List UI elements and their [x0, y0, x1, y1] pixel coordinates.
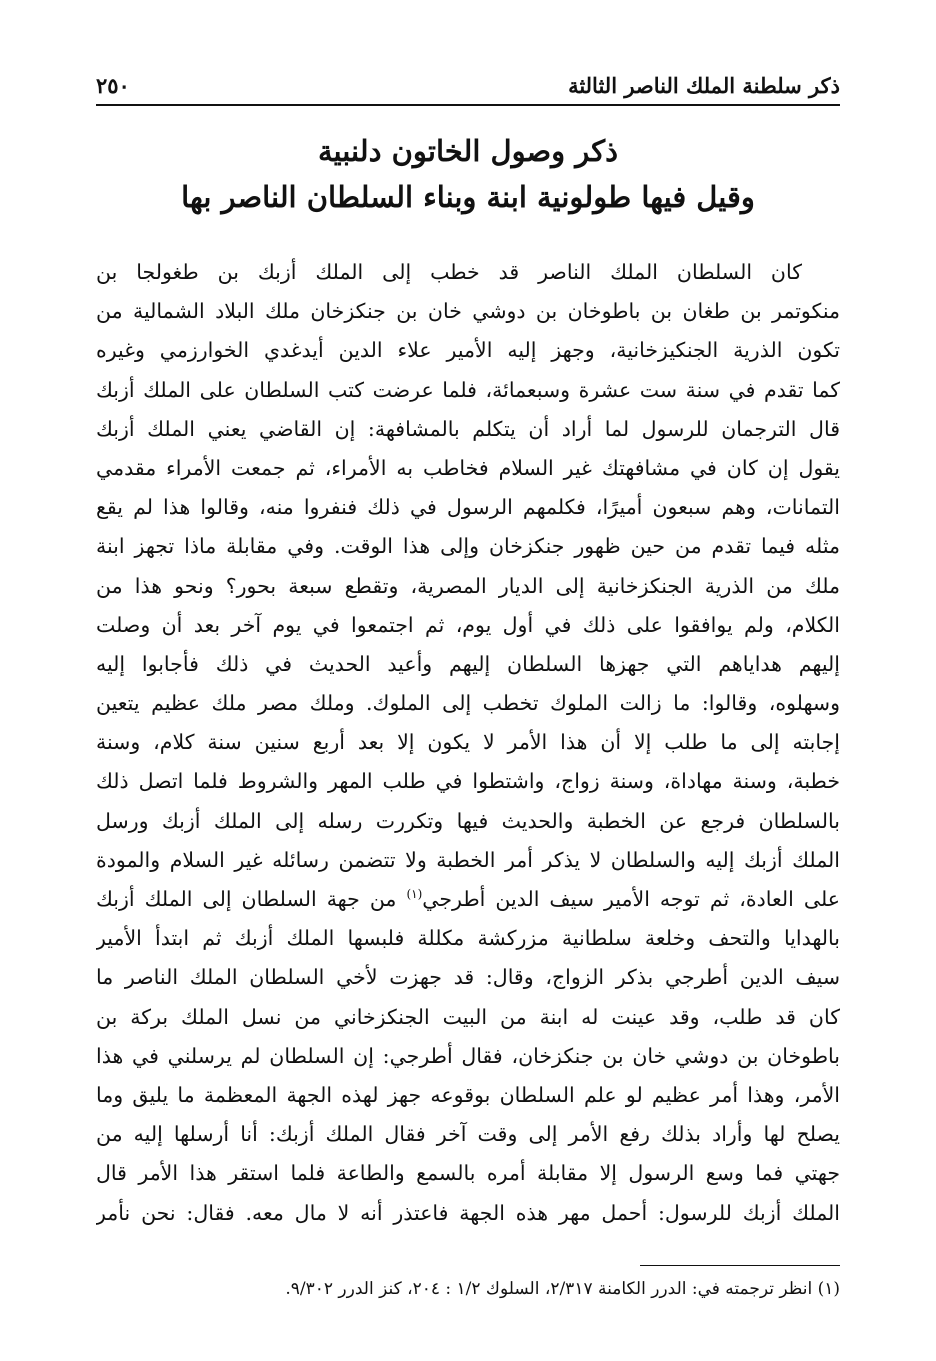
text-line: كان السلطان الملك الناصر قد خطب إلى الملك أزبك بن طغولجا بن: [96, 260, 802, 284]
text-line: بالسلطان فرجع عن الخطبة والحديث فيها وتكررت رسله إلى الملك أزبك ورسل: [96, 808, 840, 833]
running-header: [96, 66, 840, 106]
text-segment: على العادة، ثم توجه الأمير سيف الدين أطرجي: [422, 887, 840, 911]
text-line: وسهلوه، وقالوا: ما زالت الملوك تخطب إلى الملوك. وملك مصر ملك عظيم يتعين: [96, 691, 840, 716]
page-number: ٢٥٠: [96, 73, 130, 98]
heading-line-2: وقيل فيها طولونية ابنة وبناء السلطان الناصر بها: [181, 180, 755, 214]
text-line: خطبة، وسنة مهاداة، وسنة زواج، واشتطوا في طلب المهر والشروط فلما اتصل ذلك: [96, 769, 840, 794]
text-line: كان قد طلب، وقد عينت له ابنة من البيت الجنكزخاني من نسل الملك بركة بن: [96, 1004, 840, 1029]
header-title: ذكر سلطنة الملك الناصر الثالثة: [568, 73, 840, 98]
text-line: التمانات، وهم سبعون أميرًا، فكلمهم الرسول في ذلك فنفروا منه، وقالوا هذا لم يقع: [96, 495, 840, 520]
text-line: إجابته إلى ما طلب إلا أن هذا الأمر لا يكون إلا بعد أربع سنين سنة كلام، وسنة: [96, 730, 840, 755]
text-line: الكلام، ولم يوافقوا على ذلك في أول يوم، ثم اجتمعوا في يوم آخر بعد أن وصلت: [96, 612, 840, 637]
footnote: (١) انظر ترجمته في: الدرر الكامنة ٢/٣١٧، السلوك ١/٢ : ٢٠٤، كنز الدرر ٩/٣٠٢.: [285, 1279, 840, 1299]
text-line: إليهم هداياهم التي جهزها السلطان إليهم وأعيد الحديث في ذلك فأجابوا إليه: [96, 651, 840, 676]
footnote-divider: [640, 1265, 840, 1266]
text-line: يقول إن كان في مشافهتك غير السلام فخاطب به الأمراء، ثم جمعت الأمراء مقدمي: [96, 455, 840, 480]
text-line: جهتي فما وسع الرسول إلا مقابلة أمره بالسمع والطاعة فلما استقر هذا الأمر قال: [96, 1161, 840, 1186]
text-line-with-footnote: [96, 880, 840, 919]
text-line: كما تقدم في سنة ست عشرة وسبعمائة، فلما عرضت كتب السلطان على الملك أزبك: [96, 377, 840, 402]
text-line: بالهدايا والتحف وخلعة سلطانية مزركشة مكللة فلبسها الملك أزبك ثم ابتدأ الأمير: [96, 926, 840, 951]
text-line: الأمر، وهذا أمر عظيم لو علم السلطان بوقوعه جهز لهذه الجهة المعظمة ما يليق وما: [96, 1082, 840, 1107]
text-line: سيف الدين أطرجي بذكر الزواج، وقال: قد جهزت لأخي السلطان الملك الناصر ما: [96, 965, 840, 990]
text-line: الملك أزبك للرسول: أحمل مهر هذه الجهة فاعتذر أنه لا مال معه. فقال: نحن نأمر: [96, 1200, 840, 1225]
text-line: ملك من الذرية الجنكزخانية إلى الديار المصرية، وتقطع سبعة بحور؟ ونحو هذا من: [96, 573, 840, 598]
body-text: [96, 253, 840, 1233]
text-line: منكوتمر بن طغان بن باطوخان بن دوشي خان بن جنكزخان ملك البلاد الشمالية من: [96, 299, 840, 324]
heading-line-1: ذكر وصول الخاتون دلنبية: [317, 134, 619, 168]
text-line: الملك أزبك إليه والسلطان لا يذكر أمر الخطبة ولا تتضمن رسائله غير السلام والمودة: [96, 847, 840, 872]
text-line: باطوخان بن دوشي خان بن جنكزخان، فقال أطرجي: إن السلطان لم يرسلني في هذا: [96, 1043, 840, 1068]
text-line: مثله فيما تقدم من حين ظهور جنكزخان وإلى هذا الوقت. وفي مقابلة ماذا تجهز ابنة: [96, 534, 840, 559]
text-segment: من جهة السلطان إلى الملك أزبك: [96, 887, 397, 911]
footnote-reference: (١): [406, 887, 423, 902]
text-line: قال الترجمان للرسول لما أراد أن يتكلم بالمشافهة: إن القاضي يعني الملك أزبك: [96, 416, 840, 441]
chapter-heading: [96, 128, 840, 220]
text-line: يصلح لها وأراد بذلك رفع الأمر إلى وقت آخر فقال الملك أزبك: أنا أرسلها إليه من: [96, 1122, 840, 1147]
text-line: تكون الذرية الجنكيزخانية، وجهز إليه الأمير علاء الدين أيدغدي الخوارزمي وغيره: [96, 338, 840, 363]
